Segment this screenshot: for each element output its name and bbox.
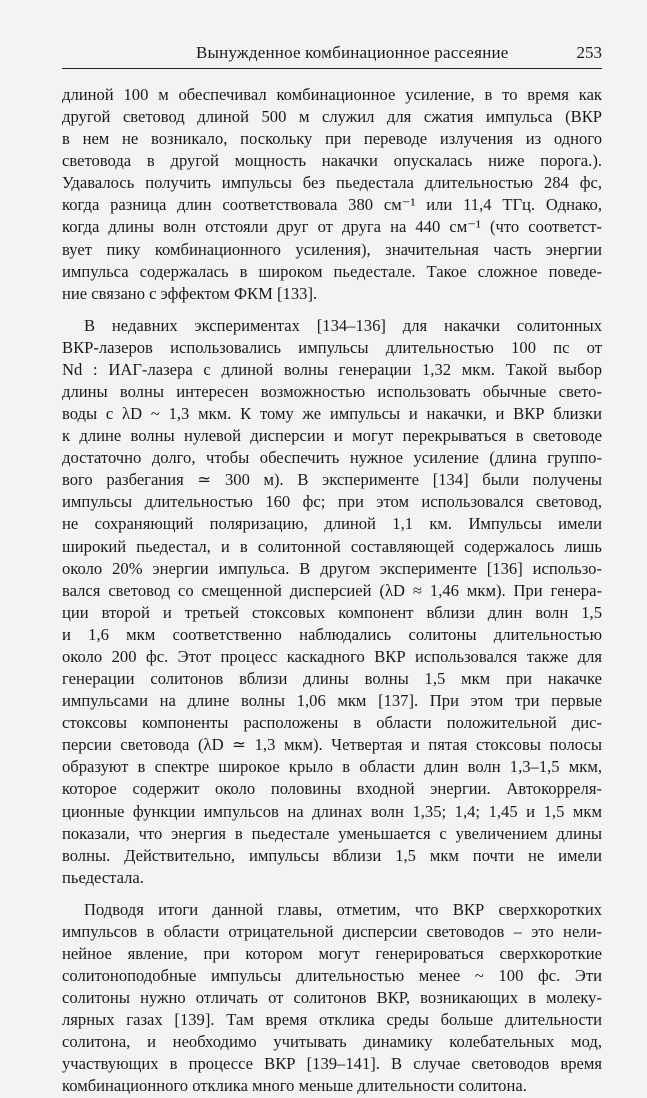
text-line: генерации солитонов вблизи длины волны 1,5 мкм при накачке [62,669,602,689]
text-line: солитона, и необходимо учитывать динамику колебательных мод, [62,1032,602,1052]
page-body [62,84,602,1098]
text-line: импульсов в области отрицательной дисперсии световодов – это нели- [62,921,602,941]
text-line: лярных газах [139]. Там время отклика среды больше длительности [62,1010,602,1030]
text-line: нейное явление, при котором могут генерироваться сверхкороткие [62,943,602,963]
running-title: Вынужденное комбинационное рассеяние [196,43,509,62]
text-line: и 1,6 мкм соответственно наблюдались солитоны длительностью [62,624,602,644]
text-line: ние связано с эффектом ФКМ [133]. [62,283,318,303]
text-line: пьедестала. [62,867,144,887]
text-line: участвующих в процессе ВКР [139–141]. В случае световодов время [62,1054,602,1074]
running-header [62,36,602,69]
text-line: другой световод длиной 500 м служил для сжатия импульса (ВКР [62,107,602,127]
text-line: достаточно долго, чтобы обеспечить нужное усиление (длина группо- [62,448,602,468]
text-line: около 20% энергии импульса. В другом эксперименте [136] использо- [62,558,602,578]
text-line: вался световод со смещенной дисперсией (λD ≈ 1,46 мкм). При генера- [62,580,602,600]
text-line: в нем не возникало, поскольку при переводе излучения из одного [62,129,602,149]
text-line: персии световода (λD ≃ 1,3 мкм). Четвертая и пятая стоксовы полосы [62,735,602,755]
text-line: световода в другой мощность накачки опускалась ниже порога.). [62,151,602,171]
text-line: импульсами на длине волны 1,06 мкм [137]. При этом три первые [62,691,602,711]
text-line: Удавалось получить импульсы без пьедестала длительностью 284 фс, [62,173,602,193]
text-line: показали, что энергия в пьедестале уменьшается с увеличением длины [62,823,602,843]
text-line: ции второй и третьей стоксовых компонент вблизи длин волн 1,5 [62,602,602,622]
text-line: стоксовы компоненты расположены в области положительной дис- [62,713,602,733]
text-line: В недавних экспериментах [134–136] для накачки солитонных [84,315,602,335]
text-line: когда длины волн отстояли друг от друга на 440 см⁻¹ (что соответст- [62,217,602,237]
paragraph [62,899,602,1098]
text-line: Подводя итоги данной главы, отметим, что ВКР сверхкоротких [84,899,602,919]
text-line: вого разбегания ≃ 300 м). В эксперименте [134] были получены [62,470,602,490]
paragraph [62,84,602,305]
text-line: которое содержит около половины входной энергии. Автокорреля- [62,779,602,799]
page-number: 253 [576,43,602,62]
text-line: длины волны интересен возможностью использовать обычные свето- [62,382,602,402]
paragraph [62,315,602,889]
text-line: когда разница длин соответствовала 380 см⁻¹ или 11,4 ТГц. Однако, [62,195,602,215]
text-line: широкий пьедестал, и в солитонной составляющей содержалось лишь [62,536,602,556]
text-line: образуют в спектре широкое крыло в области длин волн 1,3–1,5 мкм, [62,757,602,777]
text-line: комбинационного отклика много меньше длительности солитона. [62,1076,527,1096]
text-line: не сохраняющий поляризацию, длиной 1,1 км. Импульсы имели [62,514,602,534]
text-line: вует пику комбинационного усиления), значительная часть энергии [62,239,602,259]
text-line: солитоноподобные импульсы длительностью менее ~ 100 фс. Эти [62,966,602,986]
text-line: волны. Действительно, импульсы вблизи 1,5 мкм почти не имели [62,845,602,865]
text-line: солитоны нужно отличать от солитонов ВКР, возникающих в молеку- [62,988,602,1008]
text-line: Nd : ИАГ-лазера с длиной волны генерации 1,32 мкм. Такой выбор [62,359,602,379]
text-line: к длине волны нулевой дисперсии и могут перекрываться в световоде [62,426,602,446]
text-line: воды с λD ~ 1,3 мкм. К тому же импульсы и накачки, и ВКР близки [62,404,602,424]
text-line: около 200 фс. Этот процесс каскадного ВКР использовался также для [62,646,602,666]
text-line: ционные функции импульсов на длинах волн 1,35; 1,4; 1,45 и 1,5 мкм [62,801,602,821]
text-line: импульсы длительностью 160 фс; при этом использовался световод, [62,492,602,512]
text-line: импульса содержалась в широком пьедестале. Такое сложное поведе- [62,261,602,281]
text-line: ВКР-лазеров использовались импульсы длительностью 100 пс от [62,337,602,357]
text-line: длиной 100 м обеспечивал комбинационное усиление, в то время как [62,85,602,104]
